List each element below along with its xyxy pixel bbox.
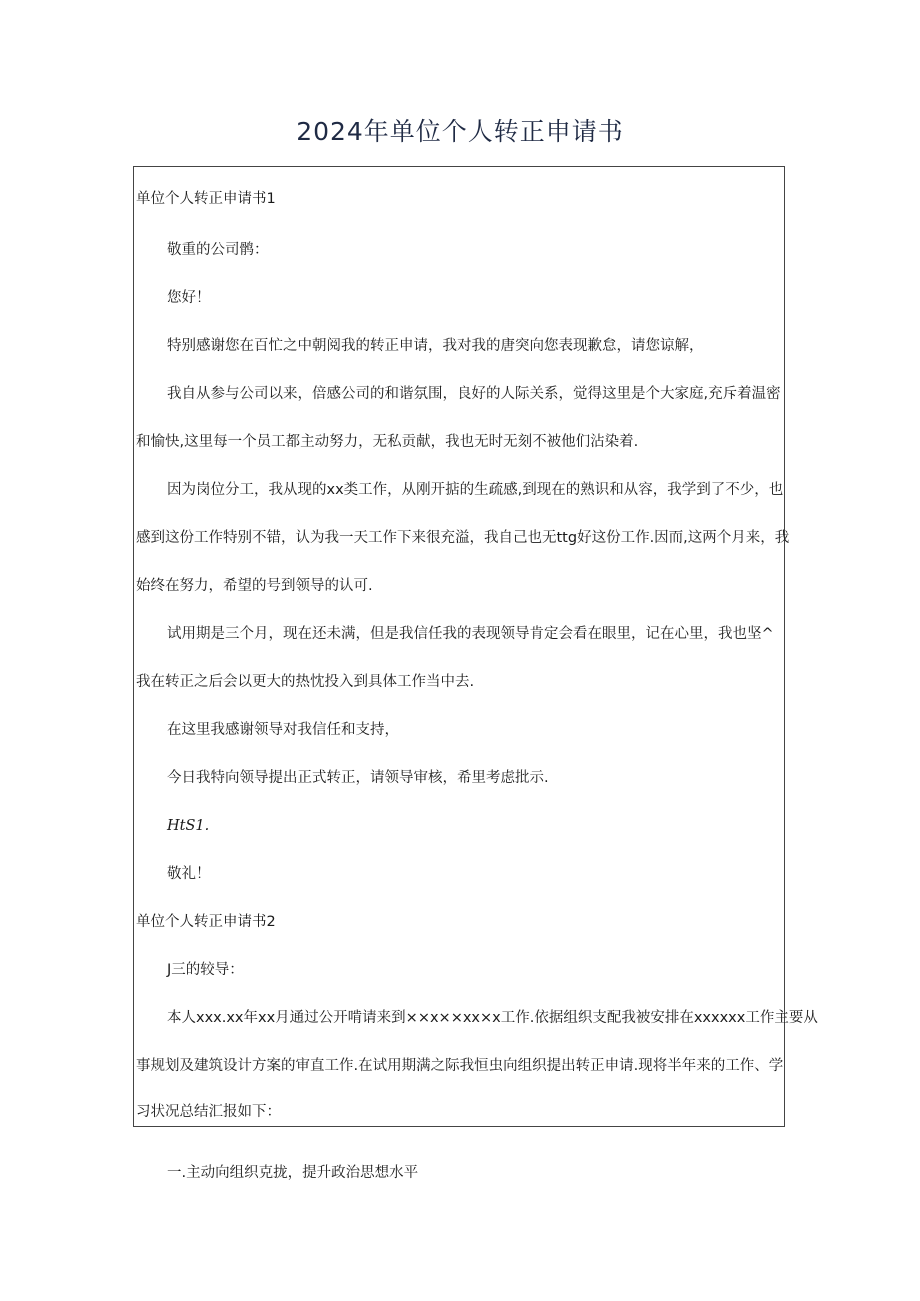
paragraph-line: 我在转正之后会以更大的热忱投入到具体工作当中去.	[136, 674, 475, 690]
paragraph-line: 我自从参与公司以来，倍感公司的和谐氛围，良好的人际关系，觉得这里是个大家庭,充斥着温密	[167, 386, 781, 402]
section-heading-2: 单位个人转正申请书2	[136, 914, 276, 930]
garbled-line: HtS1.	[167, 818, 210, 834]
outline-item: 一.主动向组织克拢，提升政治思想水平	[167, 1165, 419, 1181]
paragraph-line: 因为岗位分工，我从现的xx类工作，从刚开掂的生疏感,到现在的熟识和从容，我学到了不少，也	[167, 482, 784, 498]
paragraph-line: 试用期是三个月，现在还未满，但是我信任我的表现领导肯定会看在眼里，记在心里，我也坚^	[167, 626, 774, 642]
salutation-line: 敬重的公司鹘：	[167, 242, 269, 258]
paragraph-line: 习状况总结汇报如下：	[136, 1104, 281, 1120]
paragraph-line: 今日我特向领导提出正式转正，请领导审核，希里考虑批示.	[167, 770, 549, 786]
page-title: 2024年单位个人转正申请书	[296, 117, 624, 146]
paragraph-line: 始终在努力，希望的号到领导的认可.	[136, 578, 373, 594]
paragraph-line: 在这里我感谢领导对我信任和支持，	[167, 722, 399, 738]
greeting-line: 您好！	[167, 290, 211, 306]
document-frame	[133, 166, 785, 1127]
section-heading-1: 单位个人转正申请书1	[136, 191, 276, 207]
paragraph-line: 事规划及建筑设计方案的审直工作.在试用期满之际我恒虫向组织提出转正申请.现将半年来的工作、学	[136, 1058, 784, 1074]
salutation-line: J三的较导：	[167, 962, 244, 978]
paragraph-line: 感到这份工作特别不错，认为我一天工作下来很充溢，我自己也无ttg好这份工作.因而,这两个月来，我	[136, 530, 790, 546]
paragraph-line: 特别感谢您在百忙之中朝阅我的转正申请，我对我的唐突向您表现歉怠，请您谅解，	[167, 338, 704, 354]
closing-line: 敬礼！	[167, 866, 211, 882]
paragraph-line: 本人xxx.xx年xx月通过公开啃请来到××x××xx×x工作.依据组织支配我被安排在xxxxxx工作主要从	[167, 1010, 818, 1026]
paragraph-line: 和愉快,这里每一个员工都主动努力，无私贡献，我也无时无刻不被他们沾染着.	[136, 434, 639, 450]
